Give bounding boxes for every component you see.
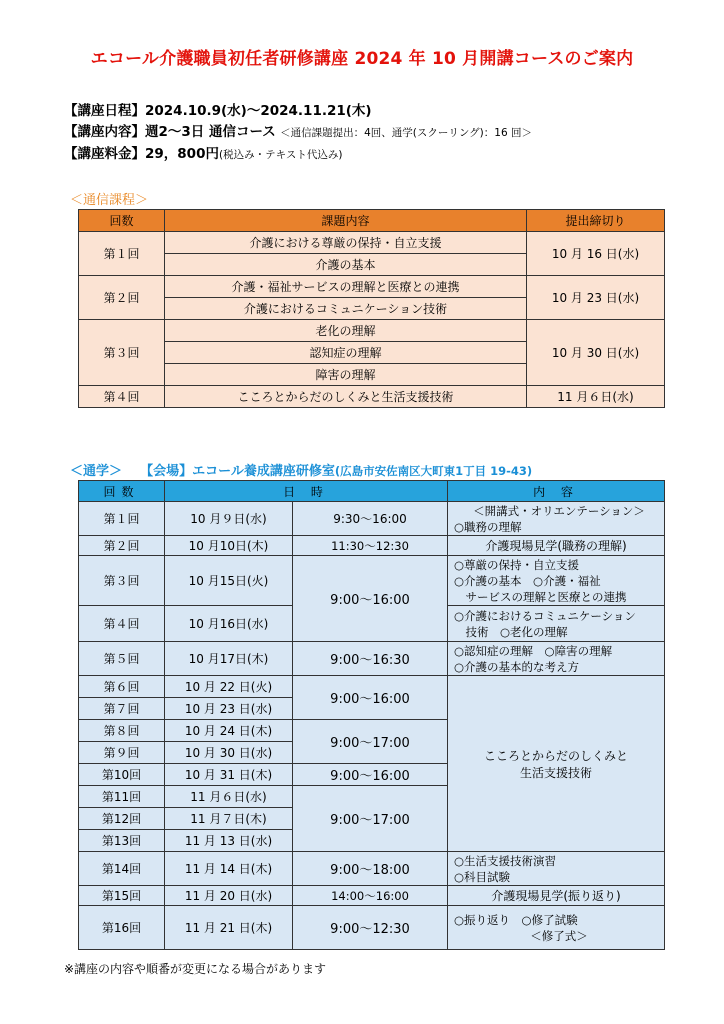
- round-cell: 第９回: [79, 742, 165, 764]
- table-row: [79, 906, 665, 950]
- content-cell: [448, 906, 665, 950]
- content-value: 週2～3日 通信コース: [145, 124, 276, 140]
- date-cell: 11 月 13 日(水): [165, 830, 293, 852]
- content-cell: [448, 556, 665, 606]
- fee-row: [64, 144, 532, 166]
- round-cell: 第16回: [79, 906, 165, 950]
- time-cell: 14:00～16:00: [293, 886, 448, 906]
- venue-label: 【会場】エコール養成講座研修室: [140, 464, 335, 479]
- table-header-row: [79, 210, 665, 232]
- content-line: ＜修了式＞: [530, 928, 588, 943]
- table-row: [79, 502, 665, 536]
- topic-cell: 介護の基本: [165, 254, 527, 276]
- round-cell: 第10回: [79, 764, 165, 786]
- topic-cell: 障害の理解: [165, 364, 527, 386]
- column-header: 課題内容: [165, 210, 527, 232]
- table-row: [79, 276, 665, 298]
- table-row: [79, 320, 665, 342]
- date-cell: 11 月 20 日(水): [165, 886, 293, 906]
- time-cell: 9:00～18:00: [293, 852, 448, 886]
- content-line: ○介護の基本 ○介護・福祉: [454, 573, 601, 588]
- round-cell: 第６回: [79, 676, 165, 698]
- round-cell: 第３回: [79, 320, 165, 386]
- date-cell: 10 月16日(水): [165, 606, 293, 642]
- fee-label: 【講座料金】: [64, 146, 145, 162]
- column-header: 内 容: [448, 481, 665, 502]
- schedule-value: 2024.10.9(水)～2024.11.21(木): [145, 103, 372, 119]
- date-cell: 11 月７日(木): [165, 808, 293, 830]
- round-cell: 第１回: [79, 232, 165, 276]
- content-line: こころとからだのしくみと: [484, 748, 629, 763]
- column-header: 回数: [79, 210, 165, 232]
- table-header-row: [79, 481, 665, 502]
- content-note: ＜通信課題提出：4回、通学(スクーリング)：16 回＞: [280, 127, 532, 139]
- fee-note: (税込み・テキスト代込み): [218, 149, 343, 161]
- date-cell: 10 月15日(火): [165, 556, 293, 606]
- topic-cell: 老化の理解: [165, 320, 527, 342]
- round-cell: 第２回: [79, 276, 165, 320]
- content-line: サービスの理解と医療との連携: [454, 589, 627, 604]
- topic-cell: 認知症の理解: [165, 342, 527, 364]
- date-cell: 10 月 30 日(水): [165, 742, 293, 764]
- table-row: [79, 676, 665, 698]
- round-cell: 第４回: [79, 386, 165, 408]
- content-line: 技術 ○老化の理解: [454, 624, 568, 639]
- round-cell: 第７回: [79, 698, 165, 720]
- column-header: 提出締切り: [527, 210, 665, 232]
- schooling-heading: ＜通学＞: [70, 464, 123, 479]
- content-label: 【講座内容】: [64, 124, 145, 140]
- round-cell: 第13回: [79, 830, 165, 852]
- table-row: [79, 232, 665, 254]
- page-title: エコール介護職員初任者研修講座 2024 年 10 月開講コースのご案内: [90, 49, 634, 69]
- topic-cell: 介護におけるコミュニケーション技術: [165, 298, 527, 320]
- content-cell: [448, 852, 665, 886]
- date-cell: 10 月９日(水): [165, 502, 293, 536]
- content-line: ○介護におけるコミュニケーション: [454, 608, 636, 623]
- time-cell: 9:00～16:00: [293, 676, 448, 720]
- time-cell: 9:00～16:30: [293, 642, 448, 676]
- course-info: [64, 101, 532, 166]
- round-cell: 第12回: [79, 808, 165, 830]
- time-cell: 9:00～16:00: [293, 764, 448, 786]
- round-cell: 第４回: [79, 606, 165, 642]
- date-cell: 10 月17日(木): [165, 642, 293, 676]
- topic-cell: 介護における尊厳の保持・自立支援: [165, 232, 527, 254]
- content-line: ○介護の基本的な考え方: [454, 659, 580, 674]
- column-header: 回数: [79, 481, 165, 502]
- time-cell: 9:30～16:00: [293, 502, 448, 536]
- date-cell: 11 月６日(水): [165, 786, 293, 808]
- round-cell: 第15回: [79, 886, 165, 906]
- schedule-row: [64, 101, 532, 122]
- time-cell: 9:00～16:00: [293, 556, 448, 642]
- footnote: ※講座の内容や順番が変更になる場合があります: [64, 962, 327, 976]
- content-line: ○認知症の理解 ○障害の理解: [454, 643, 613, 658]
- date-cell: 10 月10日(木): [165, 536, 293, 556]
- content-cell: 介護現場見学(職務の理解): [448, 536, 665, 556]
- time-cell: 9:00～12:30: [293, 906, 448, 950]
- content-line: ○生活支援技術演習: [454, 853, 557, 868]
- date-cell: 11 月 21 日(木): [165, 906, 293, 950]
- deadline-cell: 11 月６日(水): [527, 386, 665, 408]
- content-line: ○振り返り ○修了試験: [454, 912, 578, 927]
- content-line: ○職務の理解: [454, 519, 522, 534]
- date-cell: 10 月 31 日(木): [165, 764, 293, 786]
- schooling-heading-row: [70, 460, 532, 479]
- round-cell: 第８回: [79, 720, 165, 742]
- content-cell: 介護現場見学(振り返り): [448, 886, 665, 906]
- column-header: 日 時: [165, 481, 448, 502]
- date-cell: 11 月 14 日(木): [165, 852, 293, 886]
- table-row: [79, 386, 665, 408]
- round-cell: 第11回: [79, 786, 165, 808]
- content-row: [64, 122, 532, 144]
- content-line: ＜開講式・オリエンテーション＞: [473, 503, 645, 518]
- table-row: [79, 642, 665, 676]
- topic-cell: 介護・福祉サービスの理解と医療との連携: [165, 276, 527, 298]
- time-cell: 9:00～17:00: [293, 720, 448, 764]
- content-line: 生活支援技術: [520, 765, 593, 780]
- topic-cell: こころとからだのしくみと生活支援技術: [165, 386, 527, 408]
- date-cell: 10 月 22 日(火): [165, 676, 293, 698]
- venue-address: (広島市安佐南区大町東1丁目 19-43): [334, 464, 533, 478]
- round-cell: 第14回: [79, 852, 165, 886]
- table-row: [79, 556, 665, 606]
- content-cell: [448, 676, 665, 852]
- correspondence-table: [78, 209, 665, 408]
- round-cell: 第５回: [79, 642, 165, 676]
- date-cell: 10 月 24 日(木): [165, 720, 293, 742]
- content-cell: [448, 502, 665, 536]
- round-cell: 第１回: [79, 502, 165, 536]
- table-row: [79, 536, 665, 556]
- time-cell: 9:00～17:00: [293, 786, 448, 852]
- round-cell: 第２回: [79, 536, 165, 556]
- schooling-table: [78, 480, 665, 950]
- content-line: ○尊厳の保持・自立支援: [454, 557, 580, 572]
- content-cell: [448, 606, 665, 642]
- deadline-cell: 10 月 16 日(水): [527, 232, 665, 276]
- correspondence-heading: ＜通信課程＞: [70, 193, 149, 208]
- date-cell: 10 月 23 日(水): [165, 698, 293, 720]
- table-row: [79, 886, 665, 906]
- time-cell: 11:30～12:30: [293, 536, 448, 556]
- content-line: ○科目試験: [454, 869, 511, 884]
- round-cell: 第３回: [79, 556, 165, 606]
- content-cell: [448, 642, 665, 676]
- schedule-label: 【講座日程】: [64, 103, 145, 119]
- fee-value: 29，800円: [145, 146, 219, 162]
- deadline-cell: 10 月 30 日(水): [527, 320, 665, 386]
- deadline-cell: 10 月 23 日(水): [527, 276, 665, 320]
- table-row: [79, 852, 665, 886]
